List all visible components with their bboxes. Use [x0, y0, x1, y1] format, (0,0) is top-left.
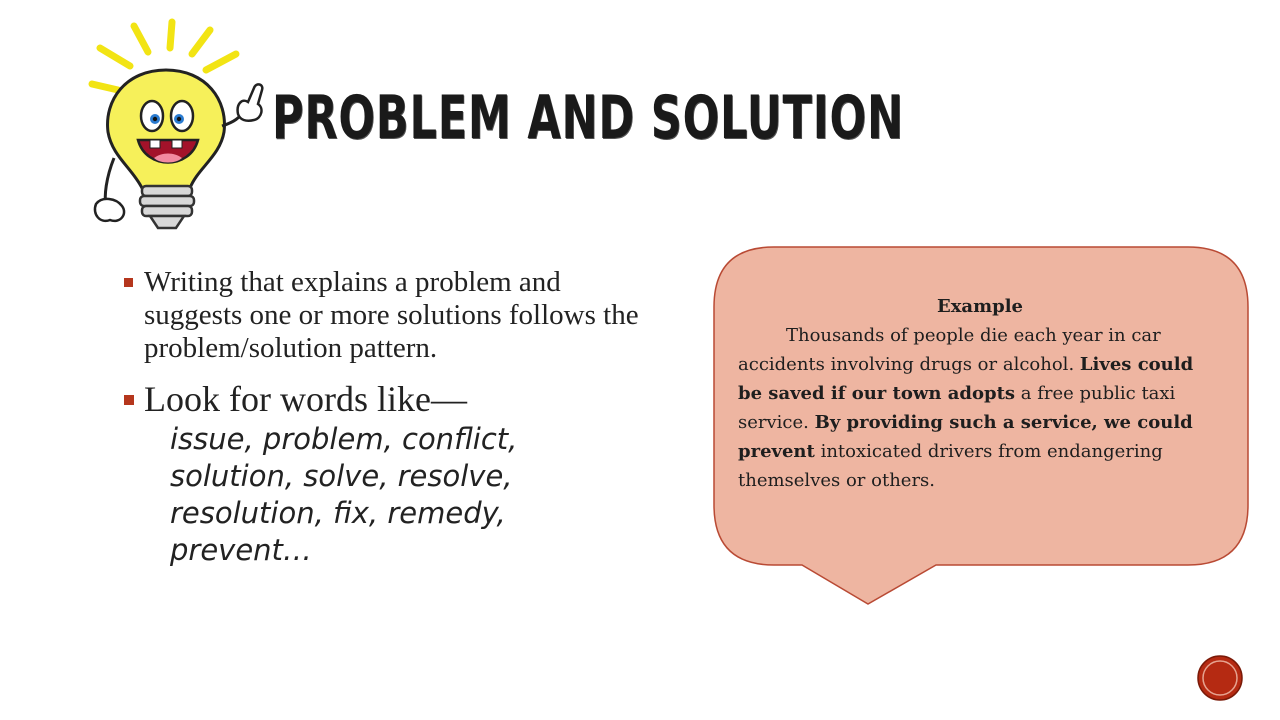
square-bullet-icon: [124, 278, 133, 287]
example-text-3: intoxicated drivers from endangering themselves or others.: [738, 441, 1163, 491]
bullet-definition-text: Writing that explains a problem and suggests one or more solutions follows the problem/solution pattern.: [144, 266, 639, 364]
example-bold-1: Lives could be saved if our town adopts: [738, 354, 1194, 404]
example-text-2: a free public taxi service.: [738, 383, 1176, 433]
example-heading: Example: [936, 296, 1024, 317]
bullet-signal-words: [124, 379, 644, 419]
bullet-definition: [124, 266, 644, 365]
example-body: [738, 321, 1222, 495]
example-callout-text: [738, 292, 1222, 495]
page-title: PROBLEM AND SOLUTION: [272, 83, 904, 153]
bullet-list: [124, 266, 644, 569]
bullet-signal-words-text: Look for words like—: [144, 379, 467, 419]
sub-bullet-word-list-text: issue, problem, conflict, solution, solve, resolve, resolution, fix, remedy, prevent…: [170, 422, 518, 567]
example-text-1: Thousands of people die each year in car accidents involving drugs or alcohol.: [738, 325, 1161, 375]
lightbulb-mascot-icon: [86, 18, 276, 233]
example-bold-2: By providing such a service, we could prevent: [738, 412, 1193, 462]
next-slide-button-icon[interactable]: [1196, 654, 1244, 702]
sub-bullet-word-list: [152, 421, 644, 569]
square-bullet-icon: [124, 395, 134, 405]
